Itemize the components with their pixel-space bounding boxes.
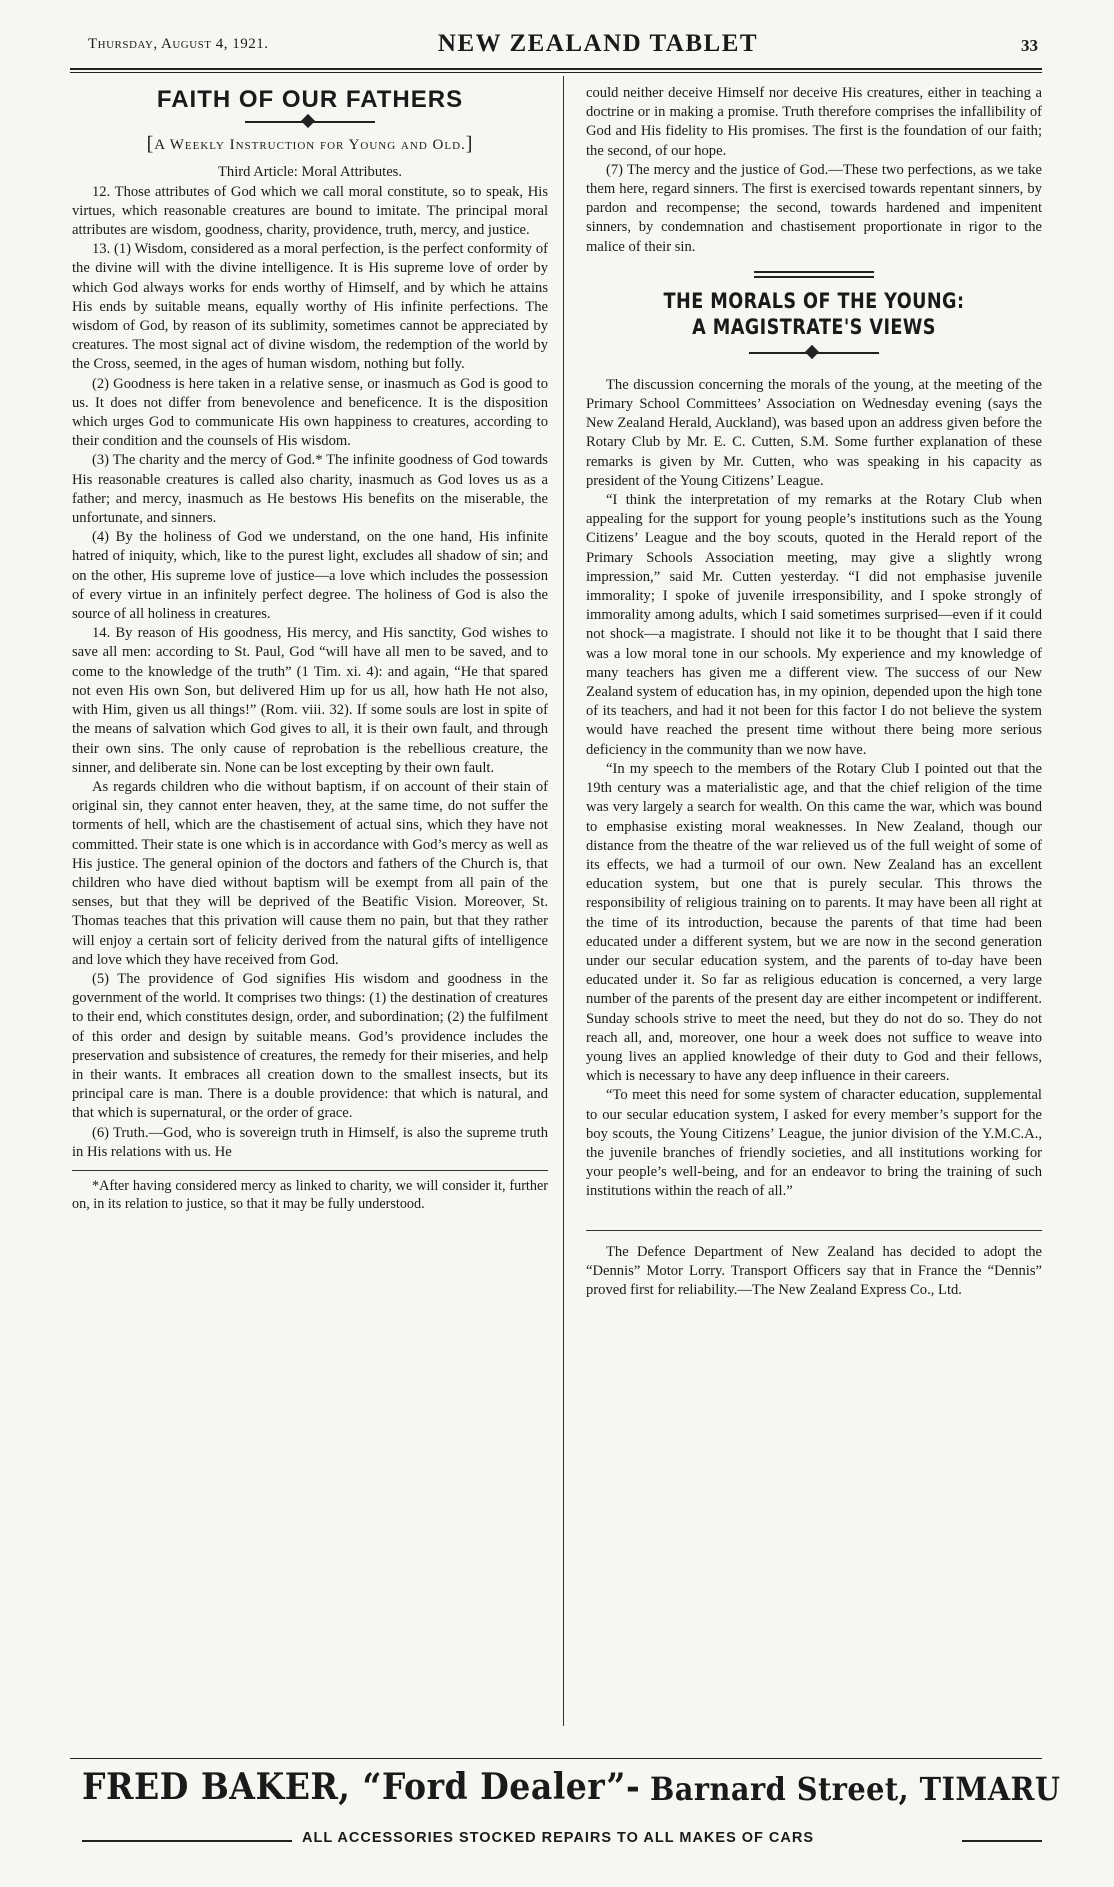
advert-address: Barnard Street, TIMARU — [650, 1770, 1061, 1808]
paragraph: (3) The charity and the mercy of God.* The infinite goodness of God towards His reasonable creatures is called also charity, inasmuch as God loves us as a father; and mercy, inasmuch as He bestows His benefits on the miserable, the unfortunate, and sinners. — [72, 452, 548, 527]
advert-tagline — [82, 1830, 1042, 1850]
paragraph: “I think the interpretation of my remarks at the Rotary Club when appealing for the support for young people’s institutions such as the Young Citizens’ League and the boy scouts, quoted in the Herald report of the Primary Schools Association meeting, may give a slightly wrong impression,” said Mr. Cutten yesterday. “I did not emphasise juvenile immorality; I spoke of juvenile irresponsibility, and I spoke strongly of immorality among adults, which I said sometimes surprised—even if it could not shock—a magistrate. I should not like it to be thought that I said there was a low moral tone in our schools. My experience and my knowledge of many teachers has given me a different view. The success of our New Zealand system of education has, in my opinion, depended upon the high tone of its teachers, and had it not been for this factor I do not believe the system would have reached the present time without there being more serious deficiency in the community than we now have. — [586, 492, 1042, 758]
footnote-text: *After having considered mercy as linked to charity, we will consider it, further on, in its relation to justice, so that it may be fully understood. — [72, 1177, 548, 1212]
morals-article-title — [622, 288, 1005, 340]
running-head — [88, 30, 1038, 64]
tagline-text: ALL ACCESSORIES STOCKED REPAIRS TO ALL MAKES OF CARS — [302, 1830, 815, 1846]
tagline-rule-left — [82, 1840, 292, 1842]
section-heading: Third Article: Moral Attributes. — [217, 164, 402, 181]
paragraph: 14. By reason of His goodness, His mercy, and His sanctity, God wishes to save all men: according to St. Paul, God “will have all men to be saved, and to come to the knowledge of the truth” (1 Tim. xi. 4): and again, “He that spared not even His own Son, but delivered Him up for us all, how hath He not also, with Him, given us all things!” (Rom. viii. 32). If some souls are lost in spite of the means of salvation which God gives to all, it is their own fault, and through their own sins. The only cause of reprobation is the rebellious creature, the sinner, and deliberate sin. None can be lost excepting by their own fault. — [72, 625, 548, 776]
advert-rule — [70, 1758, 1042, 1759]
paragraph: The discussion concerning the morals of the young, at the meeting of the Primary School Committees’ Association on Wednesday evening (says the New Zealand Herald, Auckland), was based upon an address given before the Rotary Club by Mr. E. C. Cutten, S.M. Some further explanation of these remarks is given by Mr. Cutten, who was speaking in his capacity as president of the Young Citizens’ League. — [586, 376, 1042, 489]
continued-paragraph: could neither deceive Himself nor deceive His creatures, either in teaching a doctrine or in making a promise. Truth therefore comprises the infallibility of God and His fidelity to His promises. The first is the foundation of our faith; the second, of our hope. — [586, 85, 1042, 159]
paragraph: (4) By the holiness of God we understand, on the one hand, His infinite hatred of iniquity, which, like to the purest light, excludes all shadow of sin; and on the other, His supreme love of justice—a love which includes the possession of every virtue in an infinitely perfect degree. The holiness of God is also the source of all holiness in creatures. — [72, 529, 548, 623]
advert-dealer: FRED BAKER, “Ford Dealer”- — [82, 1766, 641, 1808]
morals-title-line-1: THE MORALS OF THE YOUNG: — [663, 288, 965, 313]
morals-title-line-2: A MAGISTRATE'S VIEWS — [692, 314, 936, 339]
ornament-rule — [245, 115, 375, 129]
footnote — [72, 1177, 548, 1213]
footnote-rule — [72, 1170, 548, 1171]
right-column — [586, 84, 1042, 1300]
tagline-rule-right — [962, 1840, 1042, 1842]
notice-text: The Defence Department of New Zealand has decided to adopt the “Dennis” Motor Lorry. Transport Officers say that in France the “Dennis” proved first for reliability.—The New Zealand Express Co., Ltd. — [586, 1243, 1042, 1298]
dennis-lorry-notice — [586, 1230, 1042, 1300]
paragraph: (5) The providence of God signifies His wisdom and goodness in the government of the world. It comprises two things: (1) the destination of creatures to their end, which constitutes design, order, and subordination; (2) the fulfilment of this order and design by suitable means. God’s providence includes the preservation and subsistence of creatures, the remedy for their miseries, and help in their wants. It embraces all creation down to the smallest insects, but its principal care is man. There is a double providence: that which is natural, and that which is supernatural, or the order of grace. — [72, 970, 548, 1122]
section-separator — [754, 271, 874, 278]
paragraph: (2) Goodness is here taken in a relative sense, or inasmuch as God is good to us. It does not differ from benevolence and beneficence. It is the disposition which urges God to communicate His own happiness to creatures, according to their condition and the counsels of His wisdom. — [72, 375, 548, 450]
left-column — [72, 84, 548, 1213]
subtitle-text: A Weekly Instruction for Young and Old. — [154, 137, 466, 154]
article-subtitle: [A Weekly Instruction for Young and Old.] — [146, 133, 474, 156]
paragraph: “In my speech to the members of the Rotary Club I pointed out that the 19th century was a materialistic age, and that the chief religion of the time was very largely a search for wealth. On this came the war, which was bound to emphasise existing moral weaknesses. In New Zealand, though our distance from the theatre of the war relieved us of the full weight of some of its effects, we had a turmoil of our own. New Zealand has an excellent education system, but one that is purely secular. This throws the responsibility of religious training on to parents. It may have been all right at the time of its introduction, because the parents of that time had been educated under a different system, but we are now in the second generation under our secular education system, and the parents of to-day have been educated under it. So far as religious education is concerned, a very large number of the parents of the present day are either incompetent or indifferent. Sunday schools strive to meet the need, but they do not do so. They do not reach all, and, moreover, one hour a week does not suffice to weave into young lives an applied knowledge of their duty to God and their fellows, which is necessary to have any deep influence in their careers. — [586, 760, 1042, 1085]
column-divider — [563, 76, 564, 1726]
issue-date: Thursday, August 4, 1921. — [88, 36, 269, 52]
page-number: 33 — [1021, 36, 1038, 55]
header-rule — [70, 68, 1042, 73]
paragraph: 13. (1) Wisdom, considered as a moral perfection, is the perfect conformity of the divine will with the divine intelligence. It is His supreme love of order by which God always works for ends worthy of Himself, and by which he attains His ends by suitable means, equally worthy of His infinite perfections. The wisdom of God, by reason of its sublimity, sometimes cannot be appreciated by creatures. The most signal act of divine wisdom, the redemption of the world by the Cross, seemed, in the ages of human wisdom, nothing but folly. — [72, 241, 548, 373]
advert-banner — [82, 1766, 1061, 1818]
continued-paragraph: (7) The mercy and the justice of God.—These two perfections, as we take them here, regard sinners. The first is exercised towards repentant sinners, by pardon and recompense; the second, towards hardened and impenitent sinners, by condemnation and chastisement proportionate in rigor to the malice of their sin. — [586, 161, 1042, 255]
ornament-rule — [749, 346, 879, 360]
paragraph: As regards children who die without baptism, if on account of their stain of original sin, they cannot enter heaven, they, at the same time, do not suffer the torments of hell, which are the chastisement of actual sins, which they have not committed. Their state is one which is in accordance with God’s mercy as well as His justice. The general opinion of the doctors and fathers of the Church is, that children who have died without baptism will be exempt from all pain of the senses, but that they will be deprived of the Beatific Vision. Moreover, St. Thomas teaches that this privation will cause them no pain, but that they rather will enjoy a certain sort of felicity derived from the natural gifts of intelligence and love which they have received from God. — [72, 778, 548, 968]
article-title: FAITH OF OUR FATHERS — [156, 86, 464, 113]
masthead-title: NEW ZEALAND TABLET — [437, 30, 759, 57]
paragraph: (6) Truth.—God, who is sovereign truth in Himself, is also the supreme truth in His relations with us. He — [72, 1124, 548, 1160]
paragraph: “To meet this need for some system of character education, supplemental to our secular education system, I asked for every member’s support for the boy scouts, the Young Citizens’ League, the junior division of the Y.M.C.A., the juvenile branches of friendly societies, and all institutions working for your people’s well-being, and for an endeavor to bring the training of such institutions within the reach of all.” — [586, 1087, 1042, 1200]
paragraph: 12. Those attributes of God which we call moral constitute, so to speak, His virtues, which reasonable creatures are bound to imitate. The principal moral attributes are wisdom, goodness, charity, providence, truth, mercy, and justice. — [72, 183, 548, 239]
